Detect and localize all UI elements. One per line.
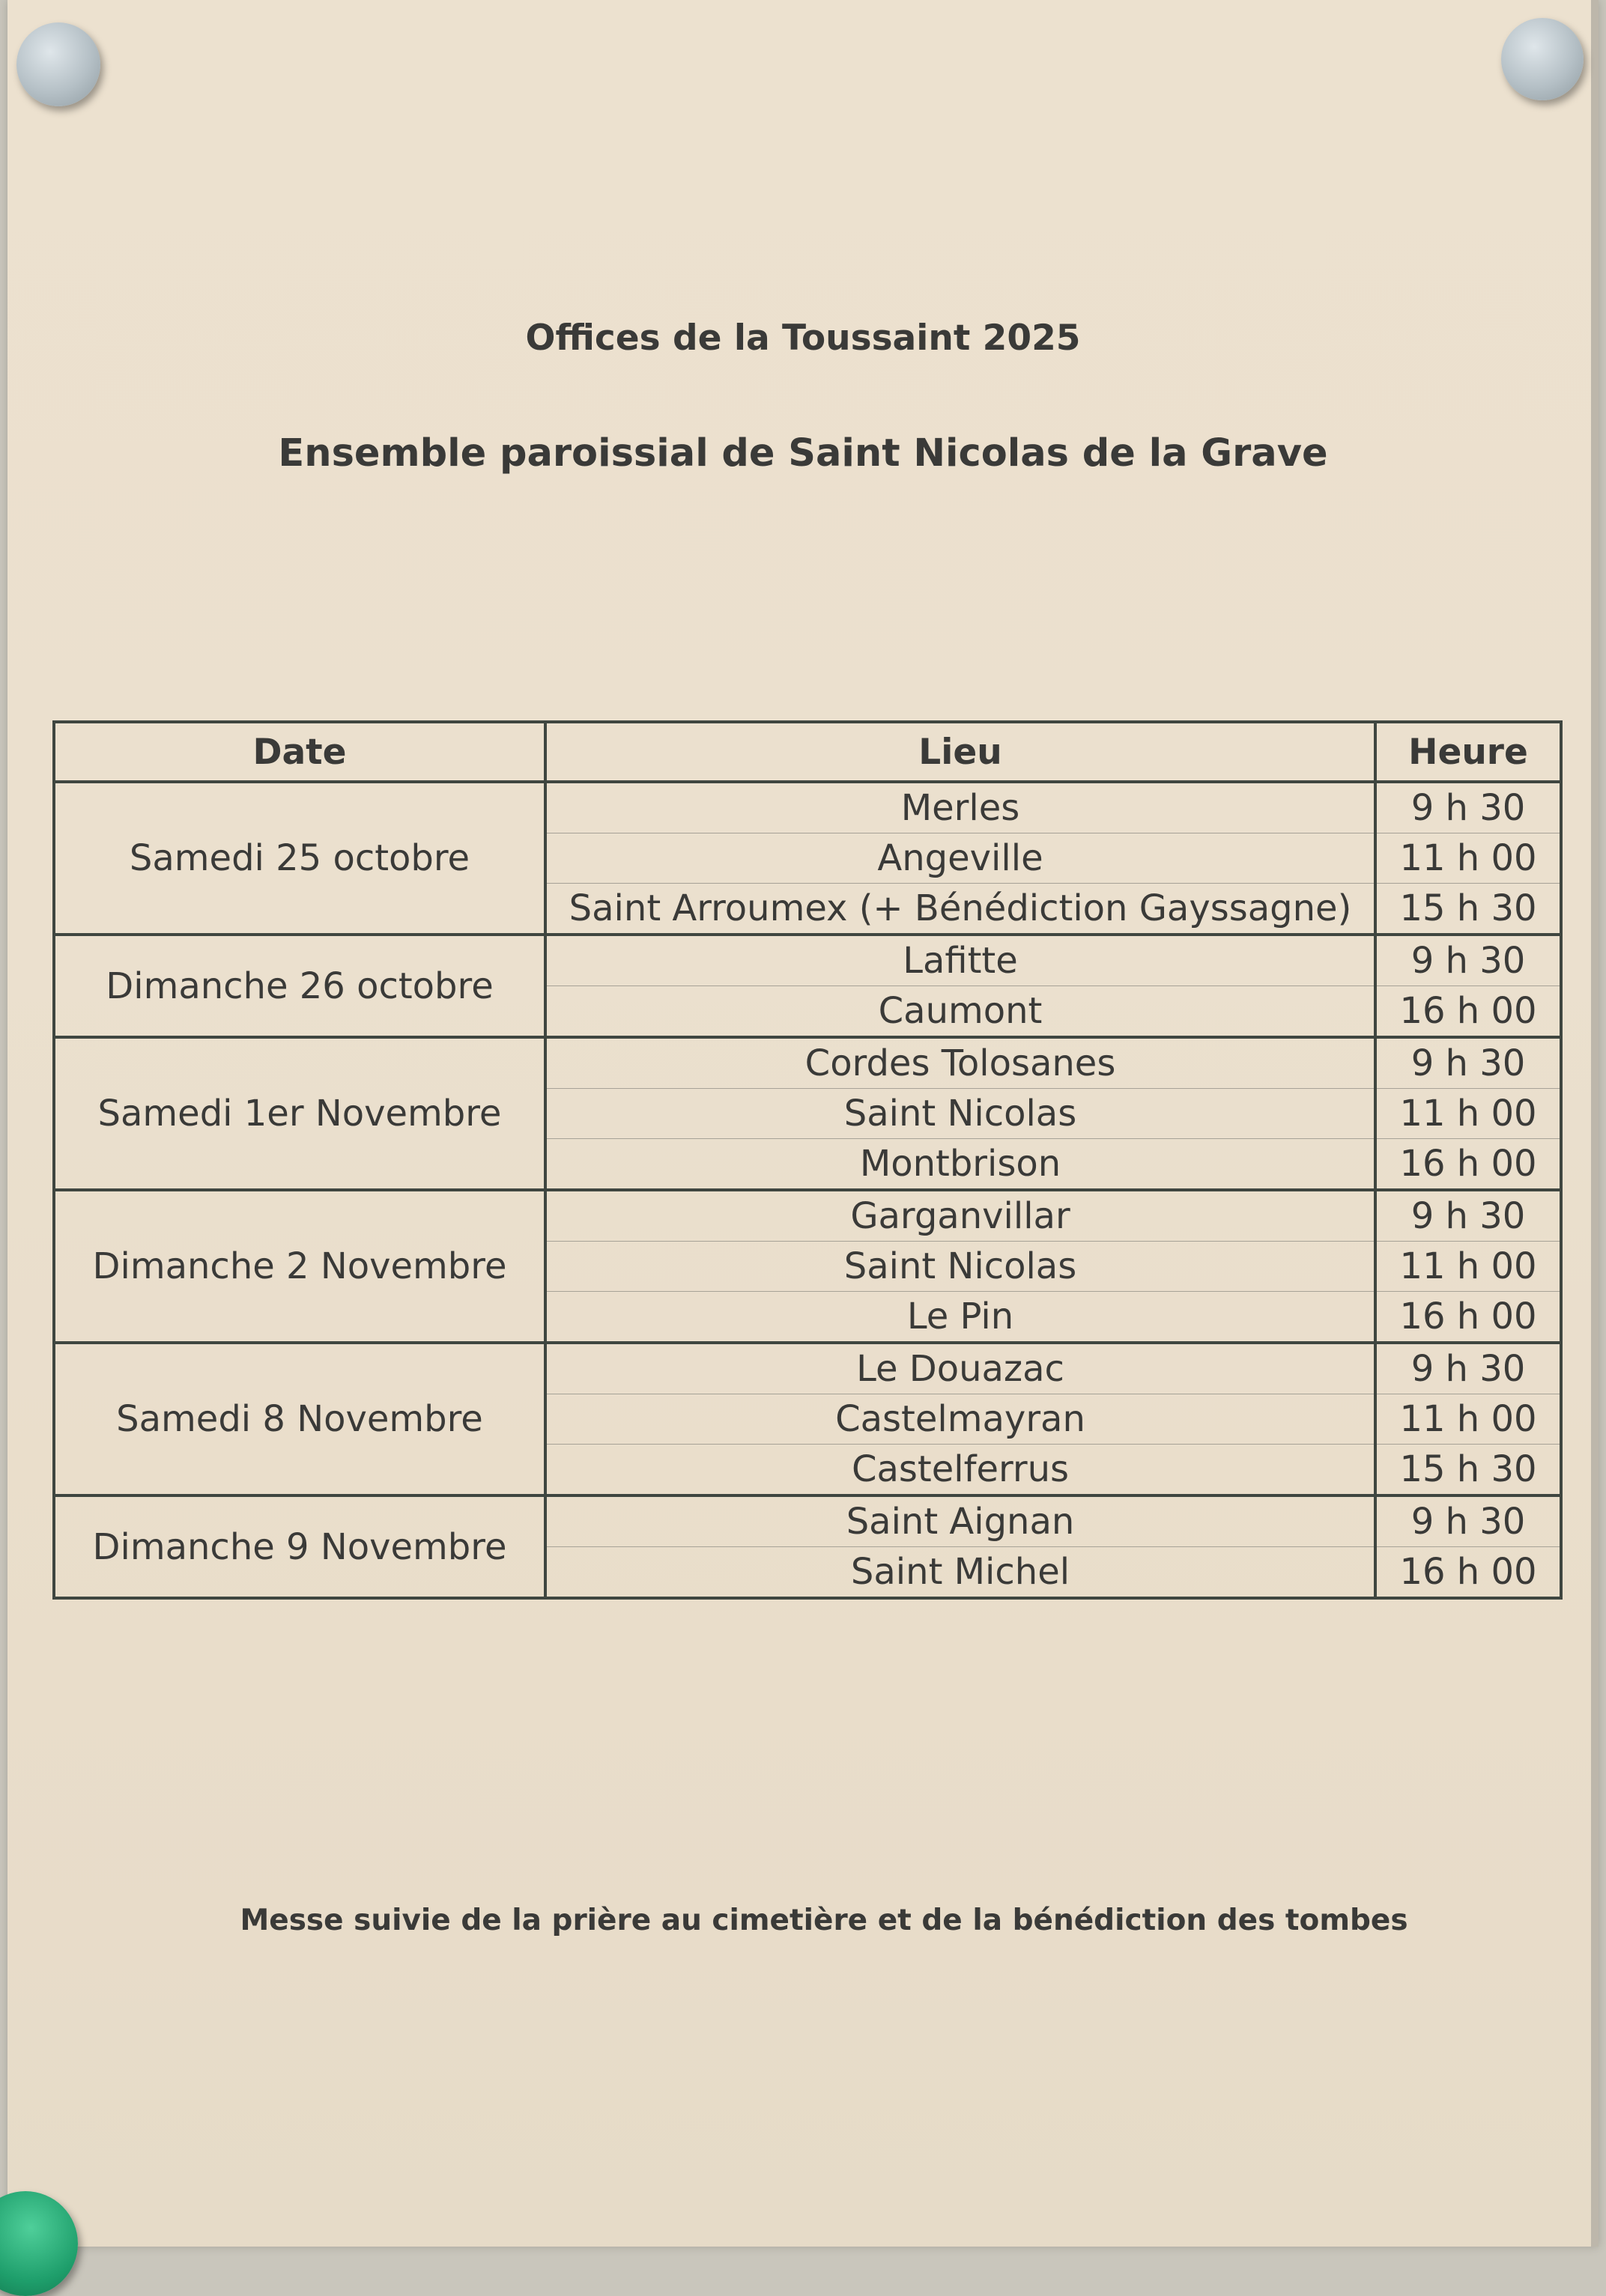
document-subtitle: Ensemble paroissial de Saint Nicolas de la Grave (278, 431, 1328, 476)
lieu-cell: Saint Nicolas (545, 1089, 1375, 1139)
lieu-cell: Castelferrus (545, 1445, 1375, 1496)
table-row (54, 782, 1561, 833)
schedule-table (52, 720, 1563, 1600)
heure-cell: 11 h 00 (1375, 1242, 1561, 1292)
heure-cell: 15 h 30 (1375, 884, 1561, 935)
heure-cell: 11 h 00 (1375, 1394, 1561, 1445)
lieu-cell: Angeville (545, 833, 1375, 884)
lieu-cell: Le Pin (545, 1292, 1375, 1343)
lieu-cell: Lafitte (545, 935, 1375, 986)
date-cell: Samedi 25 octobre (54, 782, 545, 935)
date-cell: Samedi 1er Novembre (54, 1037, 545, 1190)
header-date: Date (54, 722, 545, 782)
magnet-top-right (1501, 18, 1584, 100)
table-row (54, 1190, 1561, 1242)
heure-cell: 16 h 00 (1375, 1292, 1561, 1343)
heure-cell: 16 h 00 (1375, 1139, 1561, 1191)
heure-cell: 11 h 00 (1375, 1089, 1561, 1139)
heure-cell: 15 h 30 (1375, 1445, 1561, 1496)
date-cell: Samedi 8 Novembre (54, 1343, 545, 1495)
lieu-cell: Saint Michel (545, 1547, 1375, 1599)
heure-cell: 9 h 30 (1375, 935, 1561, 986)
lieu-cell: Le Douazac (545, 1343, 1375, 1394)
heure-cell: 9 h 30 (1375, 1190, 1561, 1242)
magnet-top-left (16, 22, 100, 106)
table-row (54, 935, 1561, 986)
date-cell: Dimanche 2 Novembre (54, 1190, 545, 1343)
lieu-cell: Garganvillar (545, 1190, 1375, 1242)
header-row (54, 722, 1561, 782)
heure-cell: 16 h 00 (1375, 1547, 1561, 1599)
heure-cell: 9 h 30 (1375, 1495, 1561, 1547)
date-cell: Dimanche 26 octobre (54, 935, 545, 1037)
header-heure: Heure (1375, 722, 1561, 782)
heure-cell: 11 h 00 (1375, 833, 1561, 884)
heure-cell: 9 h 30 (1375, 1037, 1561, 1089)
lieu-cell: Cordes Tolosanes (545, 1037, 1375, 1089)
lieu-cell: Castelmayran (545, 1394, 1375, 1445)
lieu-cell: Montbrison (545, 1139, 1375, 1191)
table-row (54, 1495, 1561, 1547)
document-title: Offices de la Toussaint 2025 (525, 318, 1081, 359)
lieu-cell: Saint Nicolas (545, 1242, 1375, 1292)
lieu-cell: Caumont (545, 986, 1375, 1038)
heure-cell: 16 h 00 (1375, 986, 1561, 1038)
schedule-body (54, 782, 1561, 1598)
heure-cell: 9 h 30 (1375, 1343, 1561, 1394)
lieu-cell: Saint Arroumex (+ Bénédiction Gayssagne) (545, 884, 1375, 935)
heure-cell: 9 h 30 (1375, 782, 1561, 833)
lieu-cell: Saint Aignan (545, 1495, 1375, 1547)
lieu-cell: Merles (545, 782, 1375, 833)
footnote: Messe suivie de la prière au cimetière et de la bénédiction des tombes (240, 1904, 1408, 1937)
header-lieu: Lieu (545, 722, 1375, 782)
table-row (54, 1037, 1561, 1089)
date-cell: Dimanche 9 Novembre (54, 1495, 545, 1598)
table-row (54, 1343, 1561, 1394)
schedule-header (54, 722, 1561, 782)
